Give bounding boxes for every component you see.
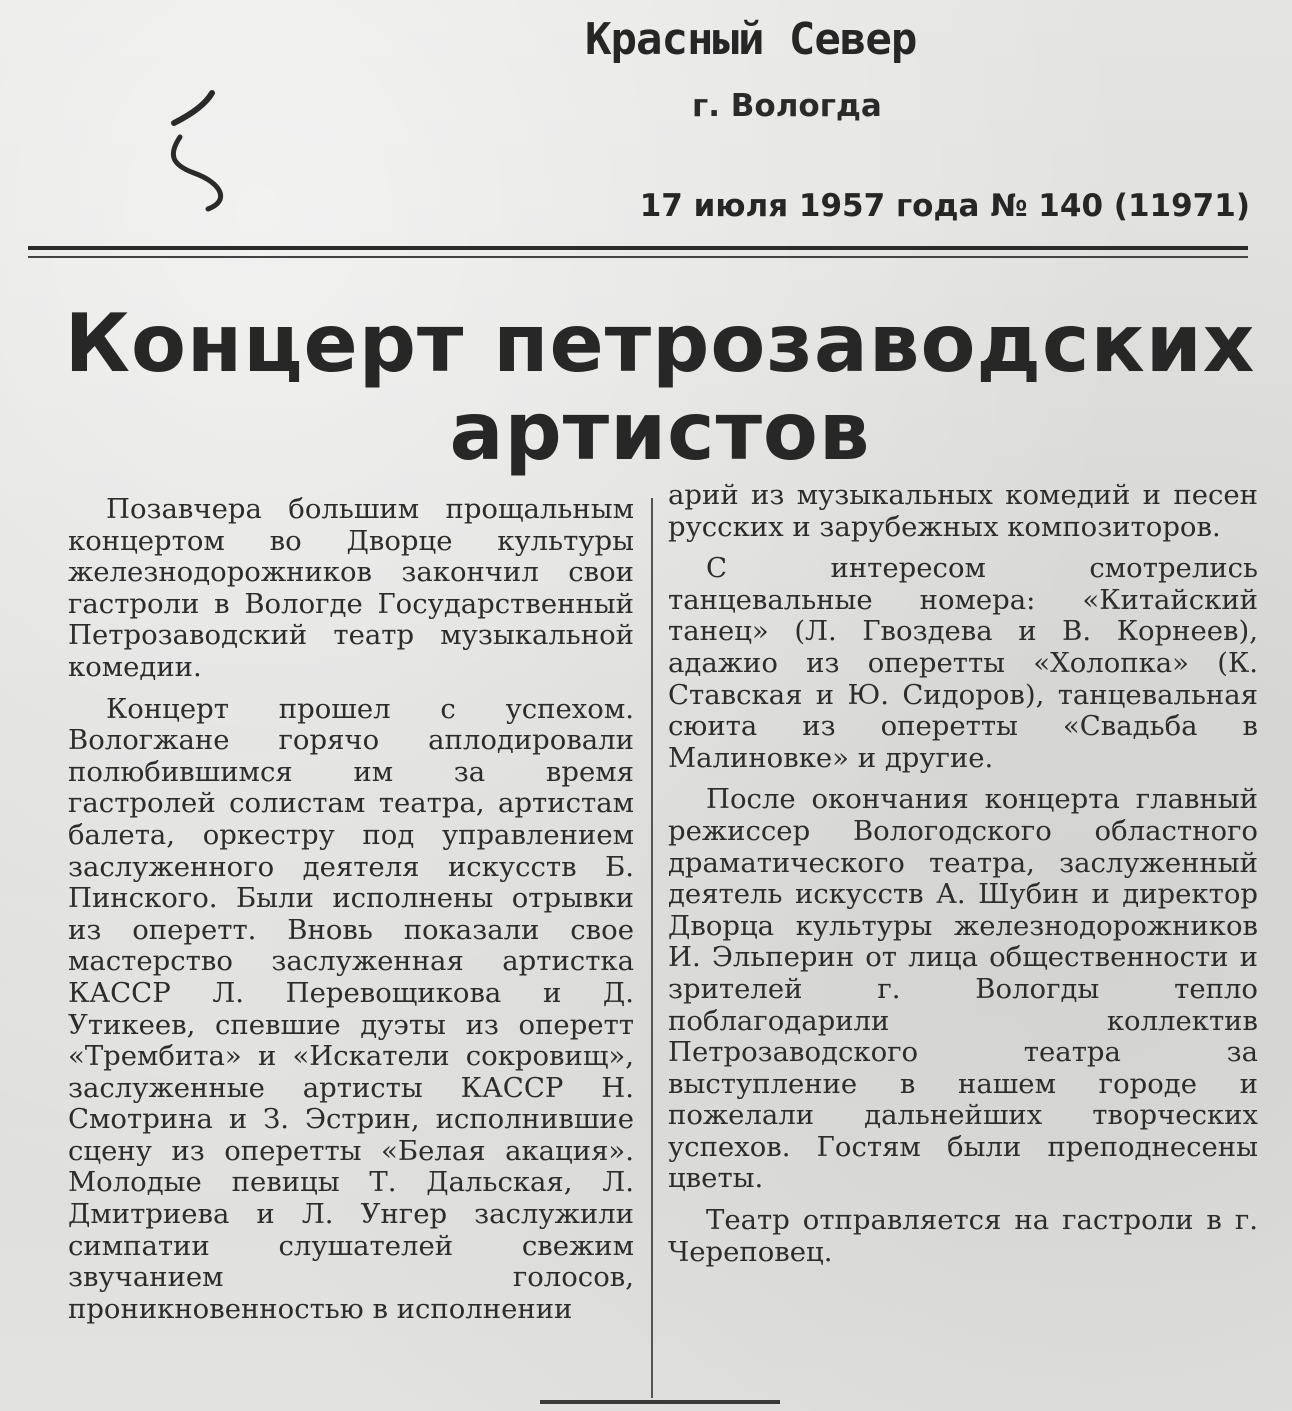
article-column-left xyxy=(68,494,634,1335)
newspaper-city: г. Вологда xyxy=(692,88,882,124)
column-divider xyxy=(651,498,653,1398)
headline-line-1: Концерт петрозаводских xyxy=(64,297,1256,390)
paragraph-3: С интересом смотрелись танцевальные номера: «Китайский танец» (Л. Гвоздева и В. Корнеев), адажио из оперетты «Холопка» (К. Ставская и Ю. Сидоров), танцевальная сюита из оперетты «Свадьба в Малиновке» и другие. xyxy=(668,552,1258,774)
paragraph-4: После окончания концерта главный режиссер Вологодского областного драматического театра, заслуженный деятель искусств А. Шубин и директор Дворца культуры железнодорожников И. Эльперин от лица общественности и зрителей г. Вологды тепло поблагодарили коллектив Петрозаводского театра за выступление в нашем городе и пожелали дальнейших творческих успехов. Гостям были преподнесены цветы. xyxy=(668,783,1258,1195)
headline-line-2: артистов xyxy=(449,385,871,478)
paragraph-2-continued: арий из музыкальных комедий и песен русских и зарубежных композиторов. xyxy=(668,479,1258,543)
paragraph-1: Позавчера большим прощальным концертом во Дворце культуры железнодорожников закончил свои гастроли в Вологде Государственный Петрозаводский театр музыкальной комедии. xyxy=(68,493,634,683)
issue-date-number: 17 июля 1957 года № 140 (11971) xyxy=(639,188,1250,224)
handwritten-number-mark xyxy=(160,85,250,215)
paragraph-5: Театр отправляется на гастроли в г. Череповец. xyxy=(668,1204,1258,1268)
paragraph-2: Концерт прошел с успехом. Вологжане горячо аплодировали полюбившимся им за время гастролей солистам театра, артистам балета, оркестру под управлением заслуженного деятеля искусств Б. Пинского. Были исполнены отрывки из оперетт. Вновь показали свое мастерство заслуженная артистка КАССР Л. Перевощикова и Д. Утикеев, спевшие дуэты из оперетт «Трембита» и «Искатели сокровищ», заслуженные артисты КАССР Н. Смотрина и З. Эстрин, исполнившие сцену из оперетты «Белая акация». Молодые певицы Т. Дальская, Л. Дмитриева и Л. Унгер заслужили симпатии слушателей свежим звучанием голосов, проникновенностью в исполнении xyxy=(68,692,634,1325)
article-headline xyxy=(60,297,1260,478)
newspaper-title: Красный Север xyxy=(585,14,917,65)
article-column-right xyxy=(668,480,1258,1278)
masthead-rule-thin xyxy=(28,256,1248,258)
bottom-edge-mark xyxy=(540,1400,780,1404)
masthead-rule-thick xyxy=(28,246,1248,250)
